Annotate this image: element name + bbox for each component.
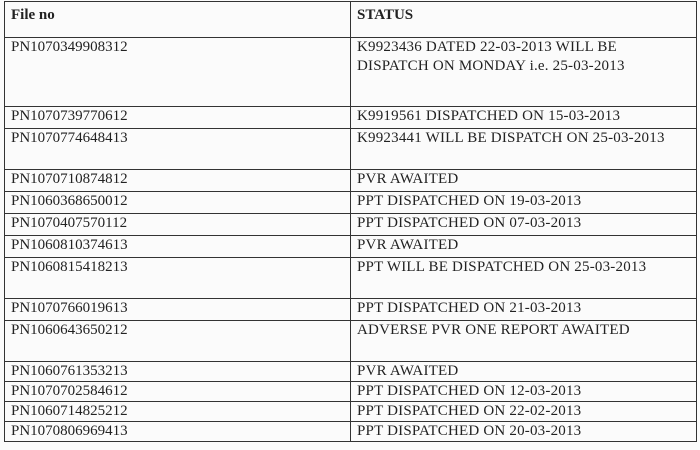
file-no-cell: PN1060815418213 — [5, 258, 351, 299]
status-cell: PPT DISPATCHED ON 07-03-2013 — [351, 214, 697, 236]
table-row — [5, 402, 697, 422]
table-row — [5, 38, 697, 107]
file-no-header: File no — [5, 2, 351, 38]
table-row — [5, 236, 697, 258]
file-no-cell: PN1060714825212 — [5, 402, 351, 422]
status-cell: PVR AWAITED — [351, 236, 697, 258]
status-cell: ADVERSE PVR ONE REPORT AWAITED — [351, 321, 697, 362]
table-row — [5, 299, 697, 321]
file-no-cell: PN1060761353213 — [5, 362, 351, 382]
table-row — [5, 422, 697, 442]
status-cell: PVR AWAITED — [351, 170, 697, 192]
file-no-cell: PN1070407570112 — [5, 214, 351, 236]
status-cell: PPT DISPATCHED ON 12-03-2013 — [351, 382, 697, 402]
table-header-row — [5, 2, 697, 38]
file-no-cell: PN1070710874812 — [5, 170, 351, 192]
file-no-cell: PN1070766019613 — [5, 299, 351, 321]
status-cell: PVR AWAITED — [351, 362, 697, 382]
table-row — [5, 382, 697, 402]
status-cell: K9923441 WILL BE DISPATCH ON 25-03-2013 — [351, 129, 697, 170]
file-no-cell: PN1060368650012 — [5, 192, 351, 214]
table-row — [5, 192, 697, 214]
status-cell: PPT DISPATCHED ON 21-03-2013 — [351, 299, 697, 321]
file-no-cell: PN1060643650212 — [5, 321, 351, 362]
file-no-cell: PN1070702584612 — [5, 382, 351, 402]
file-no-cell: PN1070774648413 — [5, 129, 351, 170]
status-cell: K9919561 DISPATCHED ON 15-03-2013 — [351, 107, 697, 129]
file-no-cell: PN1070739770612 — [5, 107, 351, 129]
file-no-cell: PN1070806969413 — [5, 422, 351, 442]
table-row — [5, 170, 697, 192]
status-cell: PPT DISPATCHED ON 22-02-2013 — [351, 402, 697, 422]
file-no-cell: PN1060810374613 — [5, 236, 351, 258]
table-row — [5, 107, 697, 129]
file-status-table — [4, 1, 697, 442]
table-row — [5, 321, 697, 362]
table-row — [5, 258, 697, 299]
status-cell: PPT DISPATCHED ON 20-03-2013 — [351, 422, 697, 442]
table-row — [5, 214, 697, 236]
table-row — [5, 362, 697, 382]
status-header: STATUS — [351, 2, 697, 38]
status-cell: K9923436 DATED 22-03-2013 WILL BE DISPATCH ON MONDAY i.e. 25-03-2013 — [351, 38, 697, 107]
table-row — [5, 129, 697, 170]
file-no-cell: PN1070349908312 — [5, 38, 351, 107]
status-cell: PPT WILL BE DISPATCHED ON 25-03-2013 — [351, 258, 697, 299]
status-cell: PPT DISPATCHED ON 19-03-2013 — [351, 192, 697, 214]
